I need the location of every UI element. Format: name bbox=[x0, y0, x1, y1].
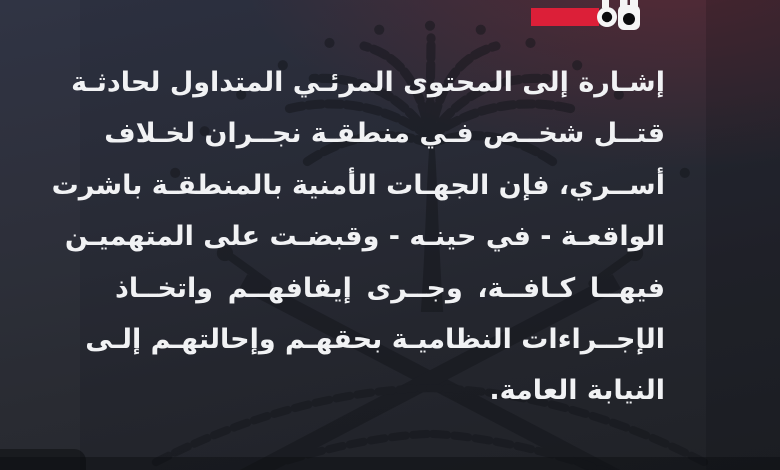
statement-line: فيهــا كـافــة، وجــرى إيقافهــم واتخــاذ bbox=[115, 272, 665, 304]
statement-text bbox=[51, 57, 665, 417]
red-banner bbox=[531, 8, 599, 26]
right-shade-band bbox=[706, 0, 780, 470]
handcuffs-logo-icon bbox=[596, 0, 642, 31]
statement-line: قتــل شخــص فـي منطقـة نجــران لخـلاف bbox=[104, 118, 665, 150]
statement-line: الإجــراءات النظاميـة بحقهـم وإحالتهـم إلـى bbox=[85, 323, 665, 355]
statement-line: الواقعـة - في حينـه - وقبضـت على المتهميـن bbox=[64, 221, 665, 253]
statement-line: النيابة العامة. bbox=[489, 375, 665, 407]
statement-line: أســري، فإن الجهـات الأمنية بالمنطقـة باشرت bbox=[51, 169, 665, 201]
bottom-shade-strip bbox=[0, 457, 780, 470]
statement-line: إشـارة إلى المحتوى المرئـي المتداول لحادثـة bbox=[71, 67, 665, 98]
